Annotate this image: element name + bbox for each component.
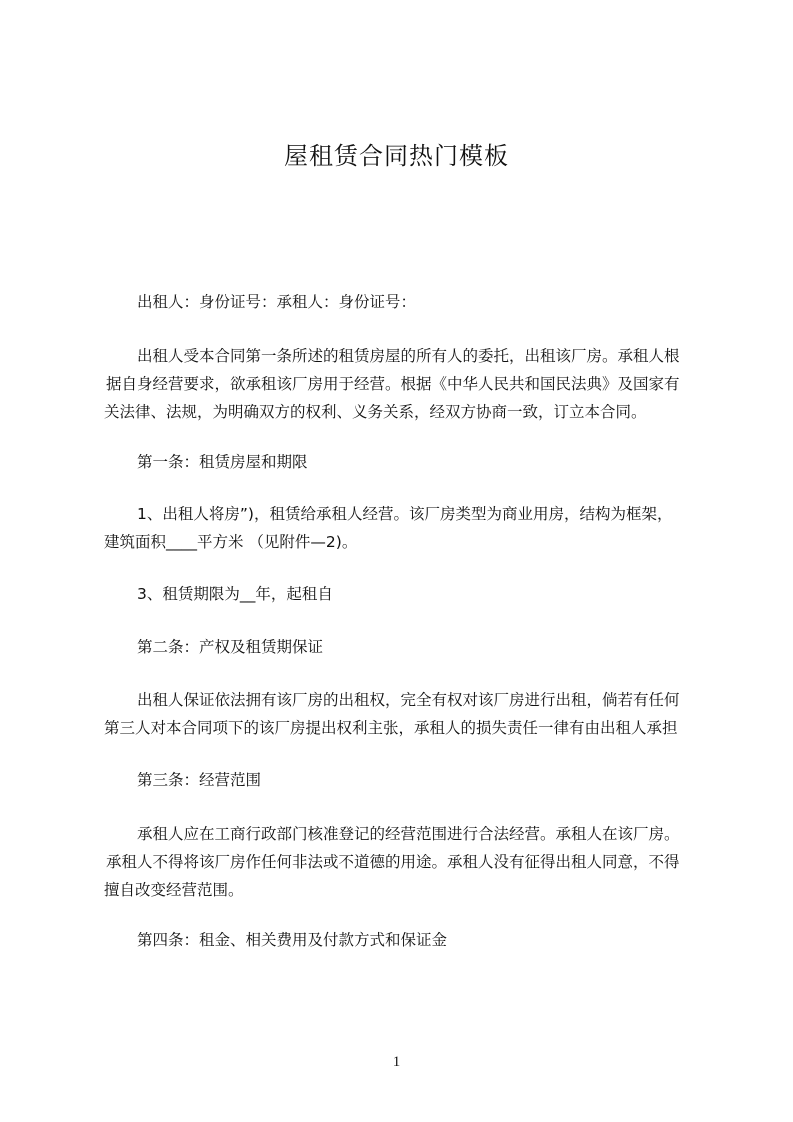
article1-item1-line: 1、出租人将房”)，租赁给承租人经营。该厂房类型为商业用房，结构为框架， xyxy=(137,505,673,523)
article1-item1 xyxy=(104,500,702,556)
intro-line: 据自身经营要求，欲承租该厂房用于经营。根据《中华人民共和国民法典》及国家有 xyxy=(106,375,680,393)
parties-line: 出租人：身份证号：承租人：身份证号： xyxy=(137,293,417,311)
article1-item1-line: 建筑面积____平方米 （见附件—2)。 xyxy=(104,533,358,551)
article1-item3: 3、租赁期限为__年，起租自 xyxy=(137,585,333,603)
article3-line: 承租人应在工商行政部门核准登记的经营范围进行合法经营。承租人在该厂房。 xyxy=(137,825,680,843)
intro-line: 关法律、法规，为明确双方的权利、义务关系，经双方协商一致，订立本合同。 xyxy=(104,403,647,421)
article2-line: 出租人保证依法拥有该厂房的出租权，完全有权对该厂房进行出租，倘若有任何 xyxy=(137,691,680,709)
article1-heading-block xyxy=(104,448,702,476)
article1-heading: 第一条：租赁房屋和期限 xyxy=(137,453,308,471)
article3-line: 擅自改变经营范围。 xyxy=(104,881,244,899)
article1-item3-block xyxy=(104,580,702,608)
intro-paragraph xyxy=(104,342,702,426)
article4-heading-block xyxy=(104,926,702,954)
article2-body xyxy=(104,686,702,742)
article3-body xyxy=(104,820,702,904)
article2-line: 第三人对本合同项下的该厂房提出权利主张，承租人的损失责任一律有由出租人承担 xyxy=(104,719,678,737)
article2-heading: 第二条：产权及租赁期保证 xyxy=(137,638,324,656)
page-number: 1 xyxy=(392,1054,401,1070)
article3-heading: 第三条：经营范围 xyxy=(137,771,262,789)
article4-heading: 第四条：租金、相关费用及付款方式和保证金 xyxy=(137,931,448,949)
article3-heading-block xyxy=(104,766,702,794)
document-title: 屋租赁合同热门模板 xyxy=(284,142,509,170)
article3-line: 承租人不得将该厂房作任何非法或不道德的用途。承租人没有征得出租人同意，不得 xyxy=(106,853,680,871)
article2-heading-block xyxy=(104,633,702,661)
intro-line: 出租人受本合同第一条所述的租赁房屋的所有人的委托，出租该厂房。承租人根 xyxy=(137,347,680,365)
parties-line-block xyxy=(104,288,702,316)
